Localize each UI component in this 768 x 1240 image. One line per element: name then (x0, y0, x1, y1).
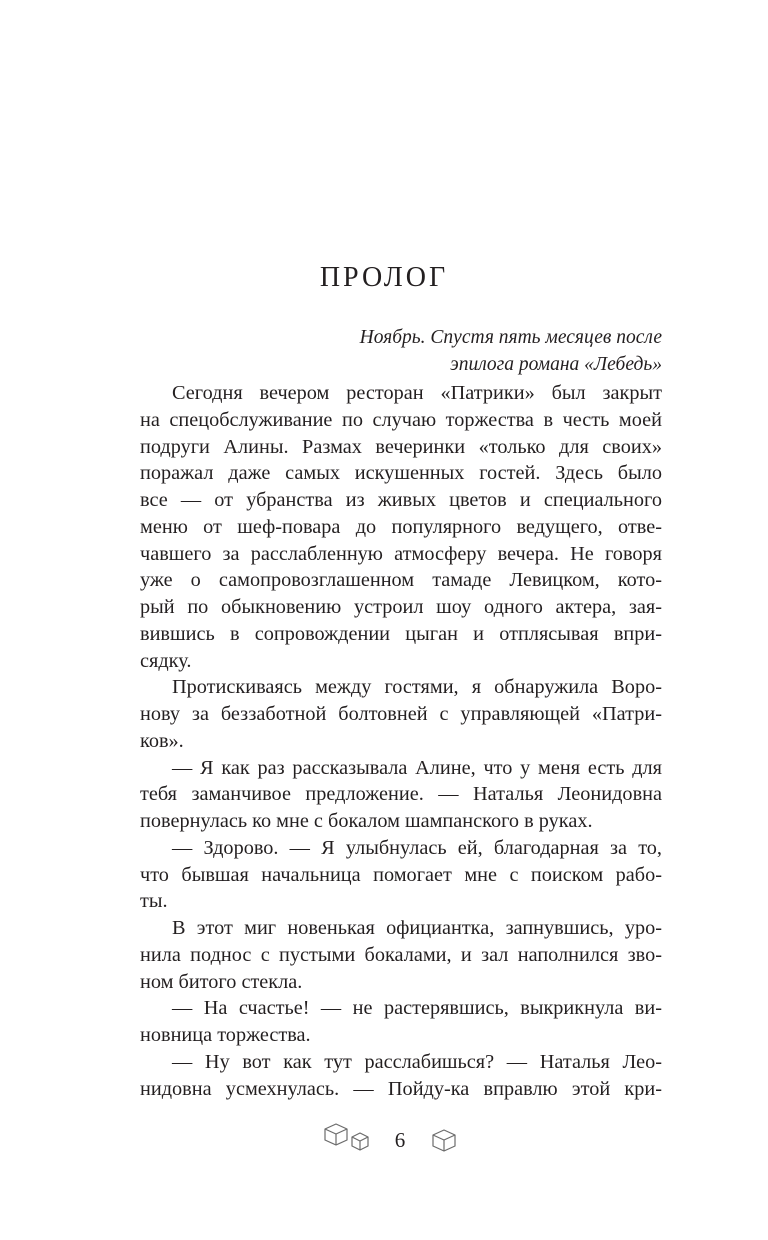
text-line: — Здорово. — Я улыбнулась ей, благодарная за то, (172, 836, 662, 859)
text-line: повернулась ко мне с бокалом шампанского в руках. (140, 810, 593, 832)
text-line: вившись в сопровождении цыган и отплясывая впри- (140, 622, 662, 645)
text-line: что бывшая начальница помогает мне с поиском рабо- (140, 863, 662, 886)
text-line: поражал даже самых искушенных гостей. Здесь было (140, 462, 662, 485)
text-line: ты. (140, 890, 168, 913)
text-line: ном битого стекла. (140, 970, 303, 993)
text-line: нила поднос с пустыми бокалами, и зал наполнился зво- (140, 943, 662, 966)
text-line: меню от шеф-повара до популярного ведущего, отве- (140, 515, 662, 538)
text-line: нову за беззаботной болтовней с управляющей «Патри- (140, 703, 662, 725)
text-line: Протискиваясь между гостями, я обнаружила Воро- (172, 676, 662, 699)
body-text (140, 380, 662, 1102)
text-line: тебя заманчивое предложение. — Наталья Леонидовна (140, 783, 662, 806)
text-line: сядку. (140, 649, 192, 672)
text-line: — Я как раз рассказывала Алине, что у меня есть для (172, 756, 662, 779)
text-line: В этот миг новенькая официантка, запнувшись, уро- (172, 917, 662, 939)
epigraph (140, 325, 662, 378)
text-line: рый по обыкновению устроил шоу одного актера, зая- (140, 596, 662, 618)
text-line: подруги Алины. Размах вечеринки «только для своих» (140, 435, 662, 458)
text-line: нидовна усмехнулась. — Пойду-ка вправлю этой кри- (140, 1077, 662, 1100)
text-line: — На счастье! — не растерявшись, выкрикнула ви- (172, 997, 662, 1020)
epigraph-line: эпилога романа «Лебедь» (450, 353, 662, 375)
page-footer (0, 1122, 768, 1162)
text-line: все — от убранства из живых цветов и специального (140, 489, 662, 511)
text-line: на спецобслуживание по случаю торжества в честь моей (140, 408, 662, 431)
epigraph-line: Ноябрь. Спустя пять месяцев после (359, 327, 662, 348)
text-line: Сегодня вечером ресторан «Патрики» был закрыт (172, 382, 662, 404)
text-line: — Ну вот как тут расслабишься? — Наталья Лео- (172, 1050, 662, 1073)
text-line: чавшего за расслабленную атмосферу вечера. Не говоря (140, 542, 662, 565)
page-number: 6 (394, 1128, 406, 1152)
right-cube-ornament-icon (430, 1128, 460, 1154)
text-line: уже о самопровозглашенном тамаде Левицком, кото- (140, 569, 662, 592)
chapter-title: ПРОЛОГ (319, 262, 449, 293)
text-line: ков». (140, 729, 184, 752)
left-cubes-ornament-icon (322, 1122, 374, 1154)
text-line: новница торжества. (140, 1024, 311, 1046)
